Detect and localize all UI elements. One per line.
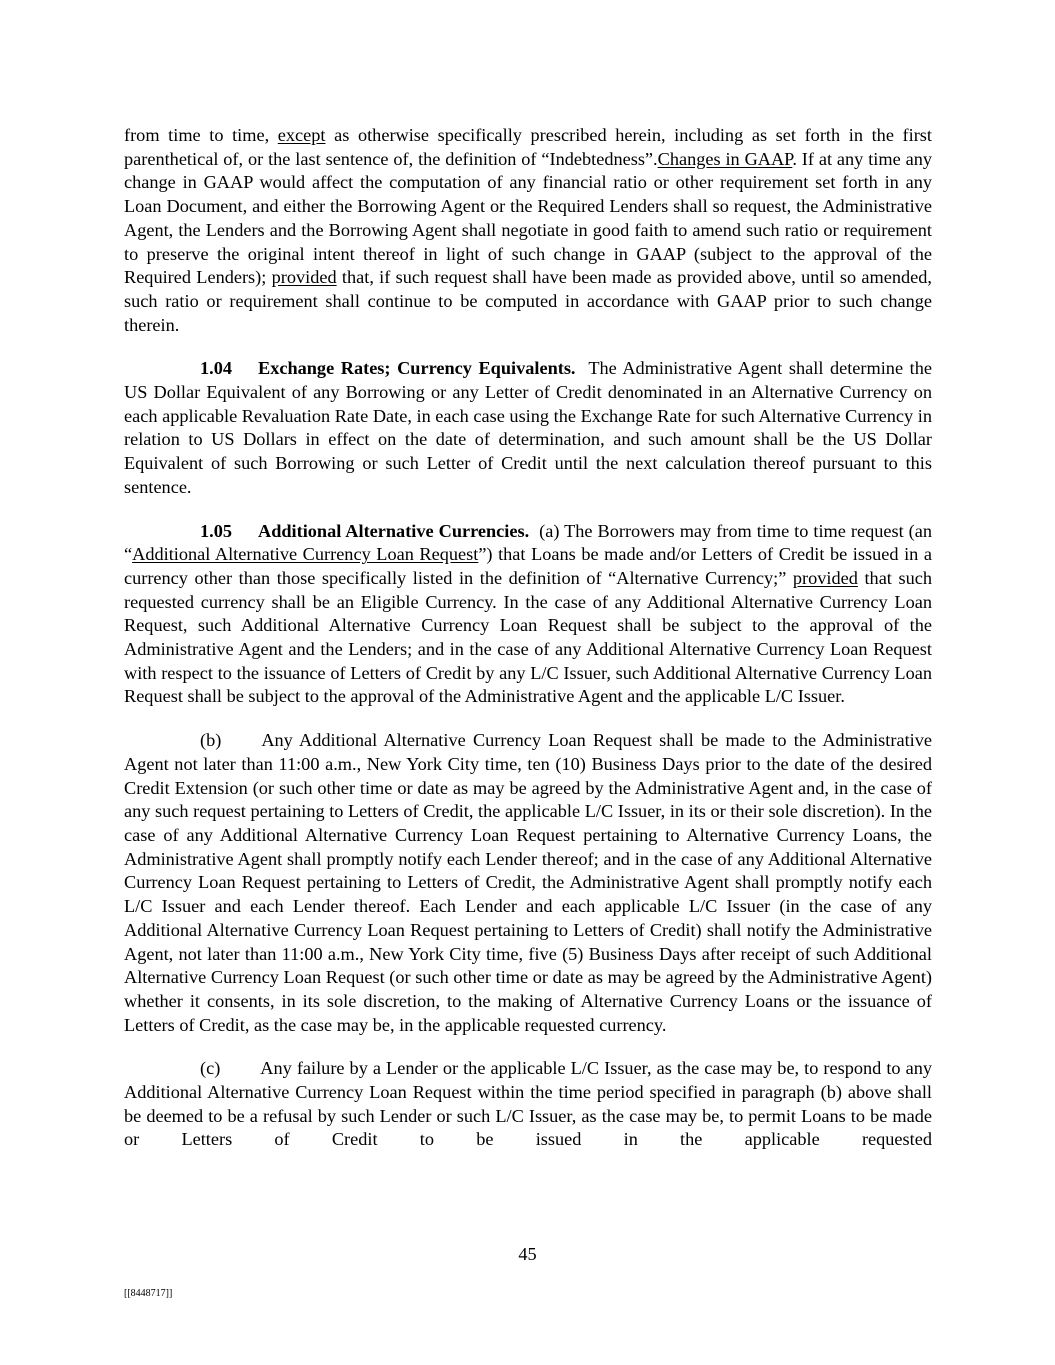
section-1-04: [124, 357, 937, 499]
paragraph-text: Any Additional Alternative Currency Loan Request shall be made to the Administrative Agent not later than 11:00 a.m., New York City time, ten (10) Business Days prior to the date of the desired Credit Extension (or such other time or date as may be agreed by the Administrative Agent and, in the case of any such request pertaining to Letters of Credit, the applicable L/C Issuer, in its or their sole discretion). In the case of any Additional Alternative Currency Loan Request pertaining to Alternative Currency Loans, the Administrative Agent shall promptly notify each Lender thereof; and in the case of any Additional Alternative Currency Loan Request pertaining to Letters of Credit, the Administrative Agent shall promptly notify each L/C Issuer and each Lender thereof. Each Lender and each applicable L/C Issuer (in the case of any Additional Alternative Currency Loan Request pertaining to Letters of Credit) shall notify the Administrative Agent, not later than 11:00 a.m., New York City time, five (5) Business Days after receipt of such Additional Alternative Currency Loan Request (or such other time or date as may be agreed by the Administrative Agent) whether it consents, in its sole discretion, to the making of Alternative Currency Loans or the issuance of Letters of Credit, as the case may be, in the applicable requested currency.: [124, 730, 932, 1035]
section-number: 1.05: [200, 520, 232, 541]
section-title: Exchange Rates; Currency Equivalents.: [258, 358, 576, 379]
paragraph-label: (c): [200, 1058, 221, 1079]
term-provided: provided: [792, 567, 858, 588]
text: . If at any time any change in GAAP would affect the computation of any financial ratio or other requirement set forth in any Loan Document, and either the Borrowing Agent or the Required Lenders shall so request, the Administrative Agent, the Lenders and the Borrowing Agent shall negotiate in good faith to amend such ratio or requirement to preserve the original intent thereof in light of such change in GAAP (subject to the approval of the Required Lenders);: [124, 148, 932, 288]
text: that, if such request shall have been made as provided above, until so amended, such ratio or requirement shall continue to be computed in accordance with GAAP prior to such change therein.: [124, 267, 932, 335]
section-title: Additional Alternative Currencies.: [258, 520, 530, 541]
section-number: 1.04: [200, 358, 232, 379]
paragraph-gaap: [124, 124, 932, 337]
paragraph-c: [124, 1057, 932, 1152]
heading-changes-in-gaap: Changes in GAAP: [657, 148, 793, 169]
paragraph-text: Any failure by a Lender or the applicable L/C Issuer, as the case may be, to respond to any Additional Alternative Currency Loan Request within the time period specified in paragraph (b) above shall be deemed to be a refusal by such Lender or such L/C Issuer, as the case may be, to permit Loans to be made or Letters of Credit to be issued in the applicable requested: [124, 1058, 932, 1150]
defined-term: Additional Alternative Currency Loan Request: [132, 544, 479, 565]
paragraph-b: [124, 729, 932, 1037]
section-text: The Administrative Agent shall determine the US Dollar Equivalent of any Borrowing or any Letter of Credit denominated in an Alternative Currency on each applicable Revaluation Rate Date, in each case using the Exchange Rate for such Alternative Currency in relation to US Dollars in effect on the date of determination, and such amount shall be the US Dollar Equivalent of such Borrowing or such Letter of Credit until the next calculation thereof pursuant to this sentence.: [124, 358, 937, 497]
term-provided: provided: [271, 267, 337, 288]
text: that such requested currency shall be an Eligible Currency. In the case of any Additional Alternative Currency Loan Request, such Additional Alternative Currency Loan Request shall be subject to the approval of the Administrative Agent and the Lenders; and in the case of any Additional Alternative Currency Loan Request with respect to the issuance of Letters of Credit by any L/C Issuer, such Additional Alternative Currency Loan Request shall be subject to the approval of the Administrative Agent and the applicable L/C Issuer.: [124, 567, 932, 707]
text: from time to time,: [124, 125, 278, 145]
page-number: 45: [518, 1244, 537, 1264]
section-1-05: [124, 520, 937, 710]
text: (a) The Borrowers may from time to time request (an “: [124, 520, 937, 565]
document-id: [[8448717]]: [124, 1288, 173, 1299]
document-body: [124, 124, 937, 1172]
text: as otherwise specifically prescribed herein, including as set forth in the first parenthetical of, or the last sentence of, the definition of “Indebtedness”.: [124, 125, 932, 169]
text: ”) that Loans be made and/or Letters of Credit be issued in a currency other than those specifically listed in the definition of “Alternative Currency;”: [124, 544, 932, 588]
term-except: except: [277, 125, 326, 145]
paragraph-label: (b): [200, 730, 222, 751]
